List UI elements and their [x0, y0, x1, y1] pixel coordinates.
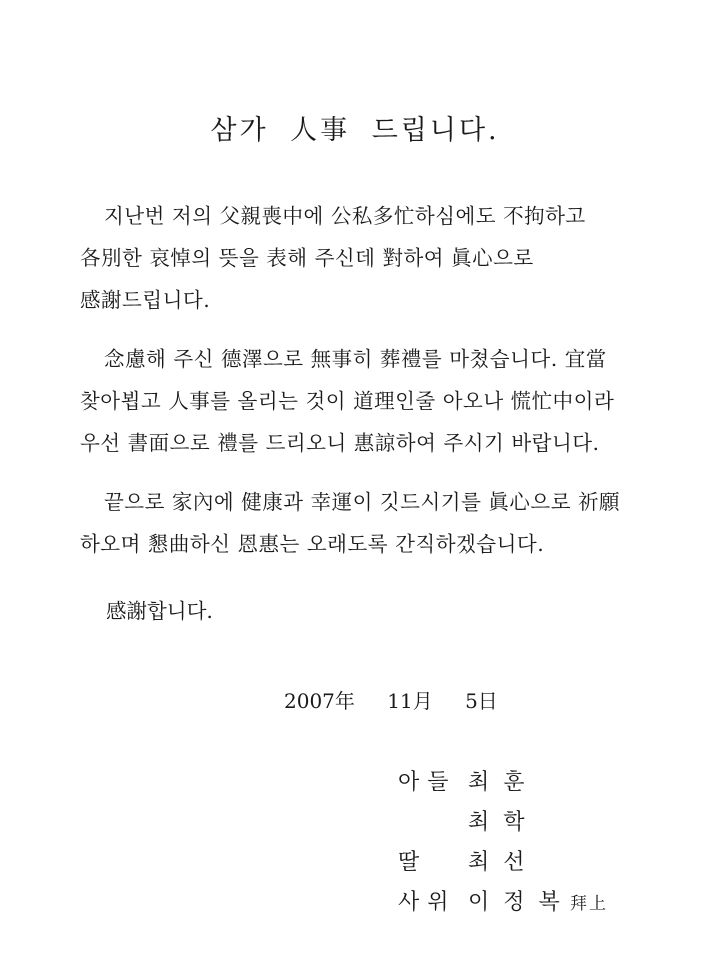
paragraph-wishes [80, 481, 640, 565]
signatory-name: 최학 [468, 810, 539, 835]
closing-thanks: 感謝합니다. [106, 599, 213, 623]
date-month: 11月 [387, 689, 433, 713]
paragraph-line: 끝으로 家內에 健康과 幸運이 깃드시기를 眞心으로 祈願 [104, 490, 621, 514]
paragraph-funeral-completed [80, 338, 640, 464]
paragraph-line: 하오며 懇曲하신 恩惠는 오래도록 간직하겠습니다. [80, 532, 545, 556]
signatory-closing: 拜上 [570, 894, 608, 914]
letter-date [284, 681, 524, 721]
signatory-name: 최선 [468, 850, 539, 875]
signatory-name: 최훈 [468, 770, 539, 795]
paragraph-line: 찾아뵙고 人事를 올리는 것이 道理인줄 아오나 慌忙中이라 [80, 389, 615, 413]
signatory-name: 이정복 [468, 890, 574, 915]
paragraph-condolence-thanks [80, 195, 640, 321]
signatory-role: 딸 [398, 850, 428, 875]
paragraph-line: 感謝드립니다. [80, 288, 211, 312]
paragraph-line: 念慮해 주신 德澤으로 無事히 葬禮를 마쳤습니다. 宜當 [104, 347, 607, 371]
signatory-role: 사위 [398, 890, 457, 915]
letter-title: 삼가 人事 드립니다. [210, 115, 500, 146]
paragraph-line: 지난번 저의 父親喪中에 公私多忙하심에도 不拘하고 [104, 204, 586, 228]
date-year: 2007年 [284, 689, 355, 713]
date-day: 5日 [465, 689, 498, 713]
signatory-role: 아들 [398, 770, 457, 795]
paragraph-line: 各別한 哀悼의 뜻을 表해 주신데 對하여 眞心으로 [80, 246, 534, 270]
paragraph-line: 우선 書面으로 禮를 드리오니 惠諒하여 주시기 바랍니다. [80, 431, 600, 455]
